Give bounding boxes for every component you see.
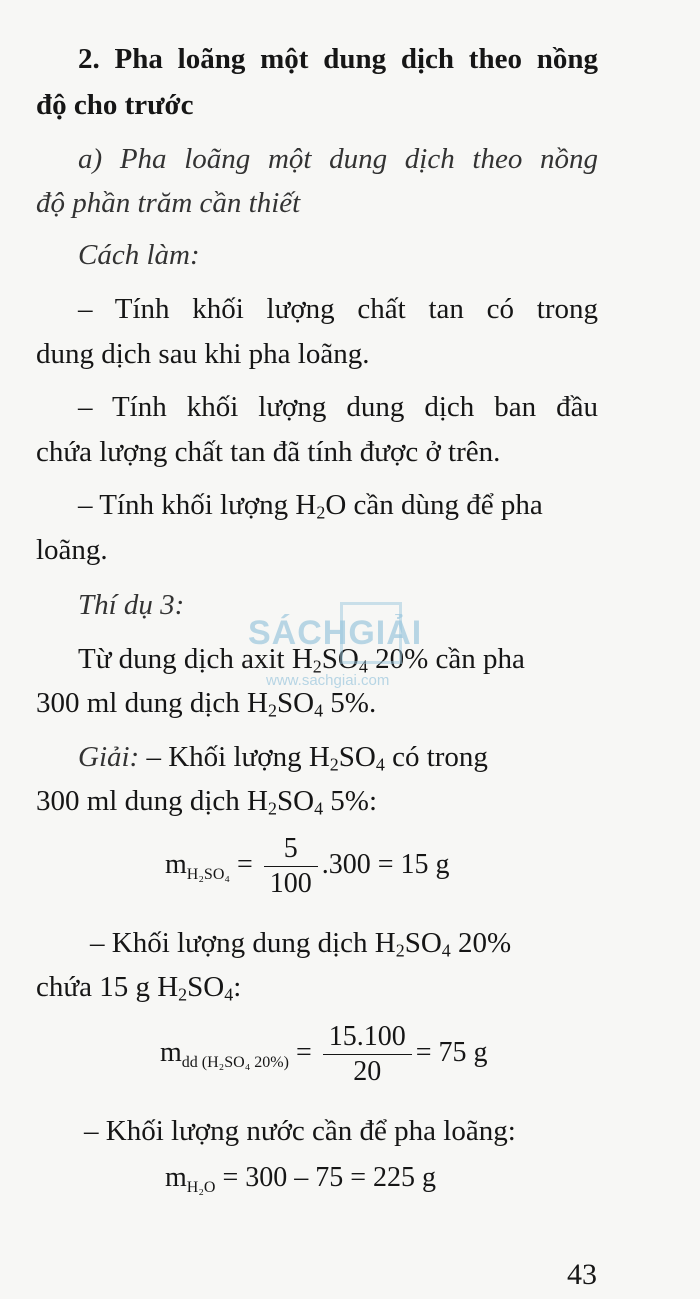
subheading-line2: độ phần trăm cần thiết (36, 187, 301, 219)
problem-l2-sub2: 4 (314, 700, 324, 721)
problem-l2-sub1: 2 (268, 700, 277, 721)
problem-l1-sub1: 2 (312, 656, 322, 677)
formula-2 (160, 1020, 488, 1089)
subheading-line1: a) Pha loãng một dung dịch theo nồng (78, 143, 598, 175)
solution-l1-after: có trong (384, 741, 488, 773)
problem-l2-after: 5%. (323, 687, 377, 719)
solution-s2-l2-sub1: 2 (178, 984, 188, 1005)
step3-text-after: O cần dùng để pha (325, 489, 543, 521)
formula-1-denominator: 100 (269, 868, 312, 899)
step1-line1: – Tính khối lượng chất tan có trong (78, 293, 598, 325)
section-heading-line1: 2. Pha loãng một dung dịch theo nồng (78, 43, 598, 75)
solution-s2-l2-after: : (233, 971, 242, 1003)
formula-1-fraction (264, 832, 318, 901)
solution-l1-sub1: 2 (329, 754, 339, 775)
page-number: 43 (567, 1258, 597, 1291)
solution-s2-l2-sub2: 4 (224, 984, 234, 1005)
formula-3-result: = 300 – 75 = 225 g (215, 1162, 437, 1193)
solution-l1-text: – Khối lượng H (139, 741, 330, 773)
formula-2-equals: = (295, 1036, 312, 1068)
step3-line1 (78, 488, 598, 522)
step3-subscript: 2 (316, 502, 326, 523)
solution-l2-text: 300 ml dung dịch H (36, 785, 268, 817)
solution-step2-line2 (36, 970, 241, 1004)
step3-line2: loãng. (36, 534, 108, 566)
formula-2-fraction (323, 1020, 412, 1089)
solution-s2-so: SO (404, 927, 442, 959)
watermark-url: www.sachgiai.com (266, 672, 390, 689)
step3-text: – Tính khối lượng H (78, 489, 317, 521)
formula-2-subscript: dd (H₂SO₄ 20%) (181, 1053, 289, 1071)
section-heading-line2: độ cho trước (36, 89, 194, 121)
problem-l2-text: 300 ml dung dịch H (36, 687, 268, 719)
problem-l1-so: SO (321, 643, 359, 675)
step1-line2: dung dịch sau khi pha loãng. (36, 338, 370, 370)
solution-l2-after: 5%: (323, 785, 378, 817)
solution-l2-sub2: 4 (314, 798, 324, 819)
solution-s2-sub2: 4 (441, 940, 451, 961)
formula-1 (165, 832, 450, 901)
solution-line1 (78, 740, 488, 774)
formula-2-numerator: 15.100 (323, 1020, 412, 1055)
problem-line2 (36, 686, 376, 720)
formula-1-result: .300 = 15 g (321, 848, 450, 880)
solution-s2-l2-text: chứa 15 g H (36, 971, 179, 1003)
formula-1-m: m (165, 848, 187, 880)
formula-1-equals: = (236, 848, 253, 880)
problem-l1-sub2: 4 (358, 656, 368, 677)
formula-1-subscript: H₂SO₄ (186, 865, 230, 883)
formula-2-result: = 75 g (415, 1036, 488, 1068)
formula-3-subscript: H₂O (186, 1179, 216, 1196)
watermark-brand: SÁCHGIẢI (248, 614, 423, 652)
solution-s2-l2-so: SO (187, 971, 225, 1003)
solution-step2-line1 (90, 926, 598, 960)
formula-1-numerator: 5 (264, 832, 318, 867)
method-label: Cách làm: (78, 239, 200, 271)
solution-l1-so: SO (338, 741, 376, 773)
step2-line2: chứa lượng chất tan đã tính được ở trên. (36, 436, 501, 468)
problem-l2-so: SO (276, 687, 315, 719)
solution-s2-sub1: 2 (395, 940, 405, 961)
solution-s2-after: 20% (450, 927, 512, 959)
solution-step3-line: – Khối lượng nước cần để pha loãng: (84, 1115, 516, 1147)
formula-3 (165, 1162, 436, 1194)
solution-l2-sub1: 2 (268, 798, 277, 819)
solution-label: Giải: (78, 741, 140, 773)
example-label: Thí dụ 3: (78, 589, 185, 621)
formula-2-denominator: 20 (353, 1056, 382, 1087)
problem-l1-after: 20% cần pha (367, 643, 525, 675)
solution-l2-so: SO (276, 785, 315, 817)
solution-l1-sub2: 4 (375, 754, 385, 775)
problem-l1-text: Từ dung dịch axit H (78, 643, 313, 675)
formula-3-m: m (165, 1162, 187, 1193)
problem-line1 (78, 642, 525, 676)
solution-s2-text: – Khối lượng dung dịch H (90, 927, 396, 959)
solution-line2 (36, 784, 377, 818)
step2-line1: – Tính khối lượng dung dịch ban đầu (78, 391, 598, 423)
formula-2-m: m (160, 1036, 182, 1068)
